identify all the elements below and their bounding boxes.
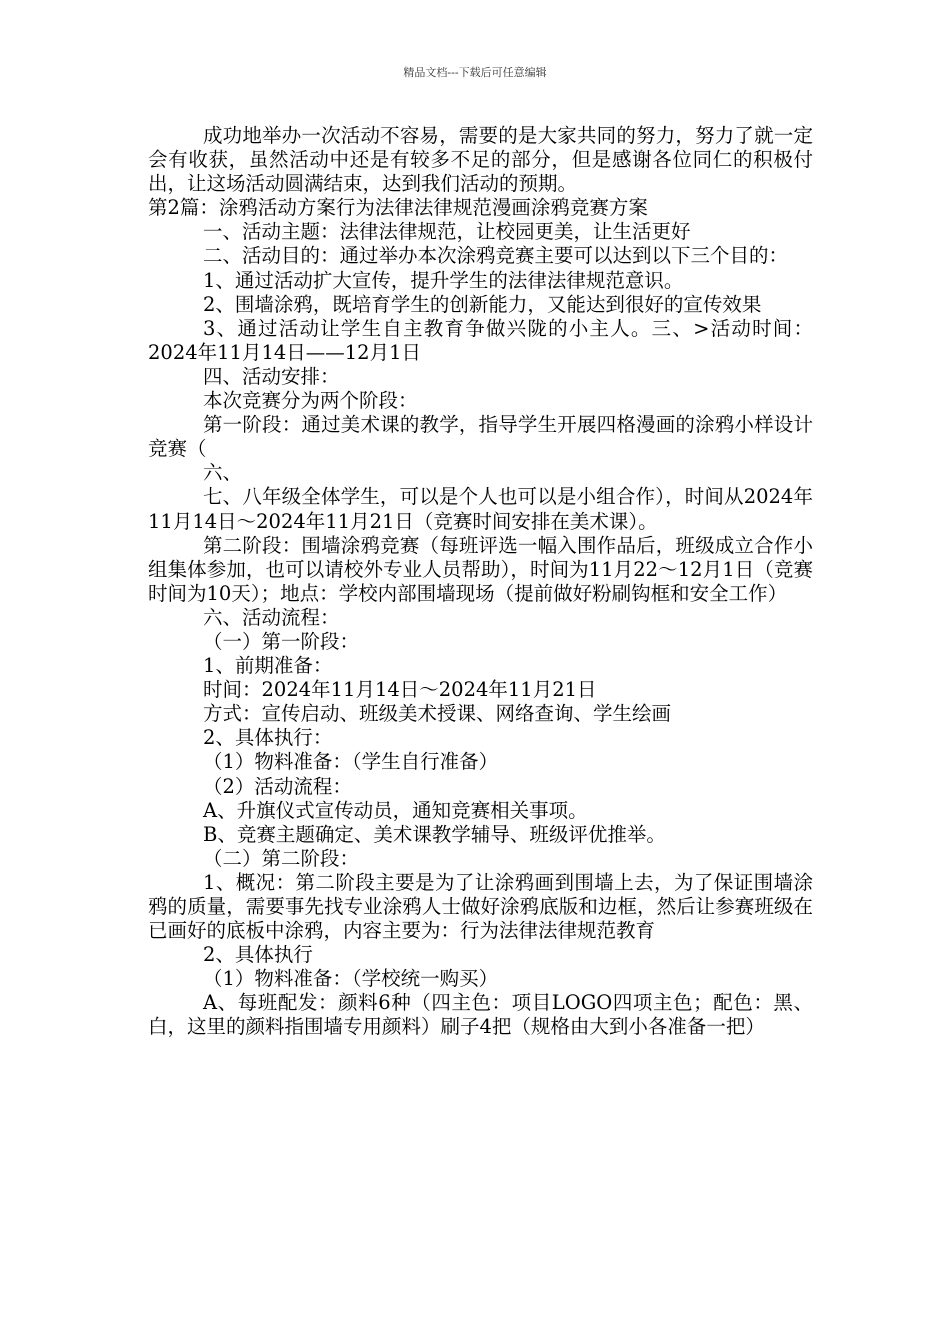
page-header: 精品文档---下载后可任意编辑 (403, 66, 547, 79)
paragraph: 1、概况：第二阶段主要是为了让涂鸦画到围墙上去，为了保证围墙涂鸦的质量，需要事先找专业涂鸦人士做好涂鸦底版和边框，然后让参赛班级在已画好的底板中涂鸦，内容主要为：行为法律法律规范教育 (148, 870, 813, 943)
paragraph: 3、通过活动让学生自主教育争做兴陇的小主人。三、>活动时间：2024年11月14日——12月1日 (148, 316, 813, 364)
paragraph: A、每班配发：颜料6种（四主色：项目LOGO四项主色；配色：黑、白，这里的颜料指围墙专用颜料）刷子4把（规格由大到小各准备一把） (148, 991, 813, 1039)
paragraph: 六、 (203, 461, 243, 485)
paragraph: 1、前期准备： (203, 654, 333, 678)
paragraph: （1）物料准备：（学生自行准备） (203, 750, 499, 774)
paragraph: 方式：宣传启动、班级美术授课、网络查询、学生绘画 (203, 702, 672, 726)
paragraph: 本次竞赛分为两个阶段： (203, 389, 418, 413)
paragraph: （2）活动流程： (203, 774, 352, 798)
paragraph: （二）第二阶段： (203, 846, 360, 870)
paragraph: 2、具体执行： (203, 726, 333, 750)
paragraph: B、竞赛主题确定、美术课教学辅导、班级评优推举。 (203, 822, 666, 846)
paragraph: 1、通过活动扩大宣传，提升学生的法律法律规范意识。 (203, 268, 684, 292)
paragraph: 七、八年级全体学生，可以是个人也可以是小组合作），时间从2024年11月14日～2024年11月21日（竞赛时间安排在美术课）。 (148, 485, 813, 533)
paragraph: 时间：2024年11月14日～2024年11月21日 (203, 678, 597, 702)
paragraph: （1）物料准备：（学校统一购买） (203, 967, 499, 991)
document-body (148, 124, 813, 1040)
paragraph: 成功地举办一次活动不容易，需要的是大家共同的努力，努力了就一定会有收获，虽然活动中还是有较多不足的部分，但是感谢各位同仁的积极付出，让这场活动圆满结束，达到我们活动的预期。 (148, 124, 813, 196)
paragraph: 一、活动主题：法律法律规范，让校园更美，让生活更好 (203, 220, 691, 244)
paragraph: 2、围墙涂鸦，既培育学生的创新能力，又能达到很好的宣传效果 (203, 292, 762, 316)
paragraph: 二、活动目的：通过举办本次涂鸦竞赛主要可以达到以下三个目的： (203, 244, 789, 268)
paragraph: 第二阶段：围墙涂鸦竞赛（每班评选一幅入围作品后，班级成立合作小组集体参加，也可以请校外专业人员帮助），时间为11月22～12月1日（竞赛时间为10天）；地点：学校内部围墙现场（提前做好粉刷钩框和安全工作） (148, 533, 813, 605)
paragraph: 六、活动流程： (203, 605, 340, 629)
paragraph: 2、具体执行 (203, 943, 313, 967)
paragraph: （一）第一阶段： (203, 629, 360, 653)
paragraph: 四、活动安排： (203, 364, 340, 388)
paragraph: 第2篇：涂鸦活动方案行为法律法律规范漫画涂鸦竞赛方案 (148, 196, 648, 220)
paragraph: 第一阶段：通过美术课的教学，指导学生开展四格漫画的涂鸦小样设计竞赛（ (148, 413, 813, 461)
paragraph: A、升旗仪式宣传动员，通知竞赛相关事项。 (203, 798, 588, 822)
